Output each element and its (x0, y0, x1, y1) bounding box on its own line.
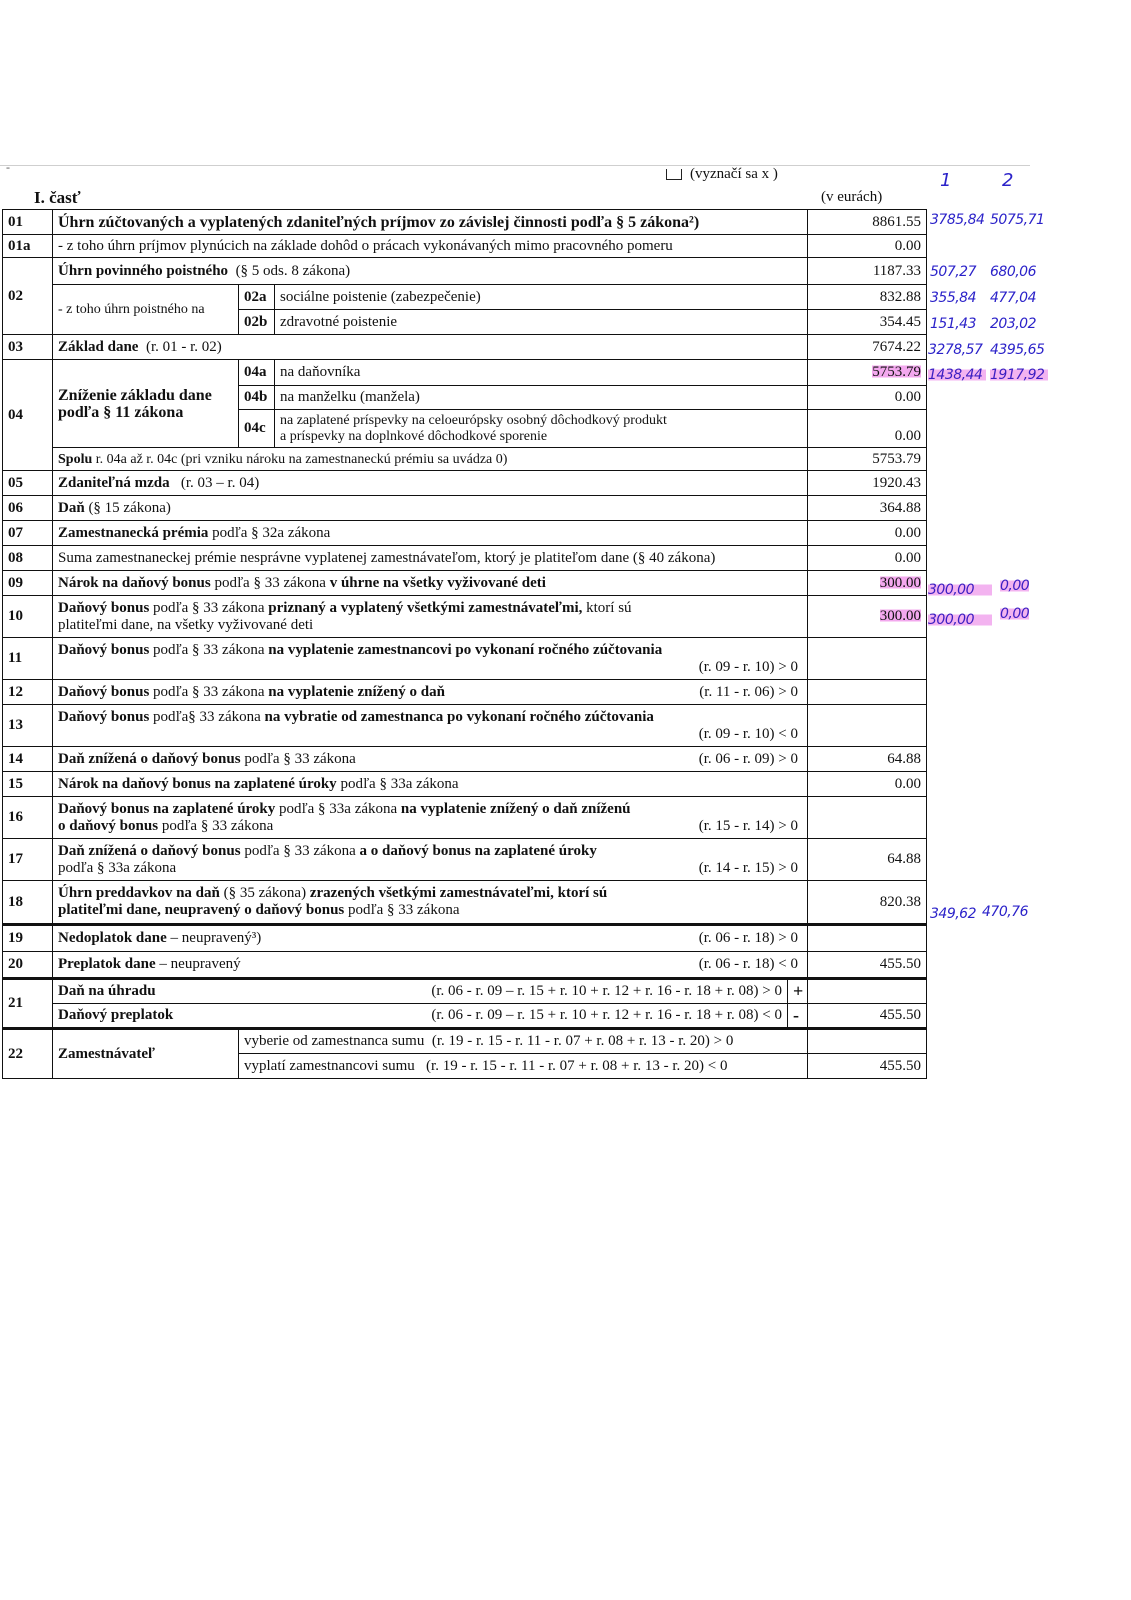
row-value[interactable]: 0.00 (808, 410, 927, 448)
sign-minus: - (788, 1004, 808, 1029)
row-label-bold: na vyplatenie znížený o daň (268, 683, 445, 700)
row-label (239, 1029, 808, 1054)
row-code: 04a (239, 360, 275, 386)
row-number: 08 (3, 546, 53, 571)
highlighted-value: 300.00 (879, 574, 922, 591)
part-title: I. časť (34, 188, 81, 207)
row-value[interactable] (808, 360, 927, 386)
row-label (53, 448, 808, 471)
sign-plus: + (788, 979, 808, 1004)
row-code: 04c (239, 410, 275, 448)
label-line: Zníženie základu dane (58, 386, 212, 404)
row-value[interactable]: 455.50 (808, 952, 927, 979)
handwritten-r01-col2: 5075,71 (990, 212, 1045, 228)
row-number: 09 (3, 571, 53, 596)
row-value[interactable]: 0.00 (808, 772, 927, 797)
row-number: 02 (3, 258, 53, 335)
row-formula: (r. 15 - r. 14) > 0 (698, 817, 799, 834)
row-label (53, 638, 808, 680)
currency-label: (v eurách) (821, 189, 883, 205)
row-label: sociálne poistenie (zabezpečenie) (275, 285, 808, 310)
row-label (53, 471, 808, 496)
handwritten-r02-col1: 507,27 (930, 264, 976, 280)
row-11 (3, 638, 927, 680)
row-formula: (r. 06 - r. 09 – r. 15 + r. 10 + r. 12 + r. 16 - r. 18 + r. 08) > 0 (431, 983, 782, 999)
row-label (53, 596, 808, 638)
label-line: na zaplatené príspevky na celoeurópsky osobný dôchodkový produkt (280, 412, 667, 428)
row-value[interactable] (808, 680, 927, 705)
row-label (53, 335, 808, 360)
row-label-rest: podľa § 33 zákona (348, 902, 460, 918)
row-label-rest: podľa § 33a zákona (58, 859, 177, 876)
handwritten-r03-col1: 3278,57 (928, 342, 983, 358)
row-03 (3, 335, 927, 360)
row-label-line2: platiteľmi dane, na všetky vyživované deti (58, 616, 314, 633)
row-label-rest: podľa § 33 zákona (161, 817, 274, 834)
row-label-rest: – neupravený (159, 956, 241, 972)
row-number: 17 (3, 839, 53, 881)
row-label-bold: Daňový preplatok (58, 1007, 174, 1023)
handwritten-r02b-col2: 203,02 (990, 316, 1036, 332)
row-value[interactable] (808, 571, 927, 596)
row-formula: (r. 06 - r. 18) > 0 (698, 930, 799, 946)
row-formula: (r. 09 - r. 10) > 0 (698, 658, 799, 675)
row-label-rest: vyberie od zamestnanca sumu (244, 1033, 425, 1049)
sub-label: - z toho úhrn poistného na (53, 285, 239, 335)
row-label-rest: podľa § 33 zákona (244, 750, 356, 767)
row-06 (3, 496, 927, 521)
handwritten-r04a-col1: 1438,44 (928, 367, 986, 383)
row-label-bold: Spolu (58, 451, 93, 467)
row-label-bold: Daňový bonus (58, 641, 150, 658)
row-label-rest: podľa § 33 zákona (153, 599, 265, 616)
row-label-bold: a o daňový bonus na zaplatené úroky (359, 842, 597, 859)
row-label-rest: podľa § 33 zákona (214, 574, 326, 591)
row-value[interactable] (808, 797, 927, 839)
row-number: 21 (3, 979, 53, 1029)
row-label-rest: (§ 5 ods. 8 zákona) (235, 262, 351, 279)
row-label-bold: Nedoplatok dane (58, 930, 167, 946)
row-label (53, 925, 808, 952)
row-label: - z toho úhrn príjmov plynúcich na základe dohôd o prácach vykonávaných mimo pracovného pomeru (53, 235, 808, 258)
highlighted-value: 5753.79 (872, 364, 922, 380)
row-label (53, 979, 788, 1004)
row-value[interactable]: 7674.22 (808, 335, 927, 360)
row-01a (3, 235, 927, 258)
row-label-rest: r. 04a až r. 04c (pri vzniku nároku na zamestnaneckú prémiu sa uvádza 0) (95, 451, 508, 467)
row-value[interactable]: 364.88 (808, 496, 927, 521)
row-value[interactable]: 455.50 (808, 1004, 927, 1029)
row-label-bold: na vyplatenie znížený o daň zníženú (400, 800, 631, 817)
highlighted-value: 300.00 (879, 608, 922, 624)
row-20 (3, 952, 927, 979)
row-22a (3, 1029, 927, 1054)
row-label-rest: podľa § 33 zákona (244, 842, 356, 859)
label-line: podľa § 11 zákona (58, 403, 184, 421)
row-label: zdravotné poistenie (275, 310, 808, 335)
mark-checkbox[interactable] (666, 169, 682, 180)
row-number: 10 (3, 596, 53, 638)
row-number: 13 (3, 705, 53, 747)
row-18 (3, 881, 927, 925)
row-value[interactable] (808, 925, 927, 952)
row-label-rest: podľa § 33a zákona (340, 775, 459, 792)
row-label-bold: Daňový bonus (58, 708, 150, 725)
row-value[interactable]: 0.00 (808, 235, 927, 258)
row-10 (3, 596, 927, 638)
row-15 (3, 772, 927, 797)
row-label-rest: podľa§ 33 zákona (153, 708, 261, 725)
label-line: a príspevky na doplnkové dôchodkové sporenie (280, 428, 548, 444)
row-label (53, 571, 808, 596)
row-value[interactable] (808, 596, 927, 638)
mark-checkbox-row (666, 166, 778, 183)
row-value[interactable]: 354.45 (808, 310, 927, 335)
row-label (53, 839, 808, 881)
row-label-bold: Nárok na daňový bonus na zaplatené úroky (58, 775, 337, 792)
row-02 (3, 258, 927, 285)
row-formula: (r. 11 - r. 06) > 0 (699, 683, 799, 700)
row-label (53, 772, 808, 797)
row-value[interactable]: 64.88 (808, 839, 927, 881)
row-label (239, 1054, 808, 1079)
row-label: na daňovníka (275, 360, 808, 386)
handwritten-r09-col2: 0,00 (1000, 578, 1030, 594)
row-formula: (r. 06 - r. 09 – r. 15 + r. 10 + r. 12 + r. 16 - r. 18 + r. 08) < 0 (431, 1007, 782, 1023)
row-code: 02a (239, 285, 275, 310)
row-label-bold: Daň (58, 499, 85, 516)
row-label-bold: na vyplatenie zamestnancovi po vykonaní ročného zúčtovania (268, 641, 663, 658)
row-value[interactable]: 832.88 (808, 285, 927, 310)
row-label (53, 496, 808, 521)
row-number: 11 (3, 638, 53, 680)
row-01 (3, 210, 927, 235)
row-label (53, 521, 808, 546)
row-label-bold: platiteľmi dane, neupravený o daňový bonus (58, 902, 345, 918)
row-code: 02b (239, 310, 275, 335)
row-number: 15 (3, 772, 53, 797)
handwritten-r18-col2: 470,76 (982, 904, 1028, 920)
row-21a (3, 979, 927, 1004)
row-label-rest: ktorí sú (586, 599, 632, 616)
row-value[interactable]: 820.38 (808, 881, 927, 925)
handwritten-r02a-col2: 477,04 (990, 290, 1036, 306)
row-13 (3, 705, 927, 747)
row-label-bold: Daňový bonus na zaplatené úroky (58, 800, 276, 817)
row-label: na manželku (manžela) (275, 386, 808, 410)
row-number: 19 (3, 925, 53, 952)
row-label-bold: o daňový bonus (58, 817, 159, 834)
row-label: Úhrn zúčtovaných a vyplatených zdaniteľných príjmov zo závislej činnosti podľa § 5 zákona²) (53, 210, 808, 235)
row-value[interactable]: 0.00 (808, 386, 927, 410)
top-rule (0, 165, 1030, 166)
row-label (275, 410, 808, 448)
row-07 (3, 521, 927, 546)
row-label (53, 1004, 788, 1029)
row-value[interactable]: 0.00 (808, 546, 927, 571)
row-label-rest: (r. 01 - r. 02) (145, 338, 222, 355)
row-formula: (r. 06 - r. 09) > 0 (698, 750, 799, 767)
employer-label: Zamestnávateľ (53, 1029, 239, 1079)
row-label-bold: priznaný a vyplatený všetkými zamestnávateľmi, (268, 599, 583, 616)
row-21b (3, 1004, 927, 1029)
row-number: 12 (3, 680, 53, 705)
row-formula: (r. 14 - r. 15) > 0 (698, 859, 799, 876)
handwritten-r02b-col1: 151,43 (930, 316, 976, 332)
row-value[interactable] (808, 638, 927, 680)
row-number: 01 (3, 210, 53, 235)
row-number: 04 (3, 360, 53, 471)
row-value[interactable]: 5753.79 (808, 448, 927, 471)
row-label-bold: Úhrn povinného poistného (58, 262, 229, 279)
row-label-rest: podľa § 33a zákona (279, 800, 398, 817)
row-label (53, 680, 808, 705)
row-label-rest: podľa § 33 zákona (153, 641, 265, 658)
row-label-bold: Nárok na daňový bonus (58, 574, 211, 591)
tax-settlement-table (2, 209, 927, 1079)
row-value[interactable] (808, 705, 927, 747)
row-label-bold: Daňový bonus (58, 599, 150, 616)
row-code: 04b (239, 386, 275, 410)
row-number: 20 (3, 952, 53, 979)
row-16 (3, 797, 927, 839)
handwritten-col1-header: 1 (940, 170, 951, 191)
row-label-bold: Preplatok dane (58, 956, 156, 972)
row-label-bold: Daň na úhradu (58, 983, 156, 999)
row-label-bold: zrazených všetkými zamestnávateľmi, ktorí sú (309, 885, 608, 901)
handwritten-r18-col1: 349,62 (930, 906, 976, 922)
row-label-bold: Zamestnanecká prémia (58, 524, 209, 541)
row-value[interactable] (808, 979, 927, 1004)
row-label-rest: vyplatí zamestnancovi sumu (244, 1057, 415, 1074)
row-label (53, 258, 808, 285)
row-08 (3, 546, 927, 571)
row-04-sum (3, 448, 927, 471)
row-09 (3, 571, 927, 596)
row-label-bold: Daň znížená o daňový bonus (58, 750, 241, 767)
row-value[interactable]: 455.50 (808, 1054, 927, 1079)
handwritten-r03-col2: 4395,65 (990, 342, 1045, 358)
row-number: 14 (3, 747, 53, 772)
row-label-bold: Daň znížená o daňový bonus (58, 842, 241, 859)
row-label: Suma zamestnaneckej prémie nesprávne vyplatenej zamestnávateľom, ktorý je platiteľom dane (§ 40 zákona) (53, 546, 808, 571)
row-label (53, 797, 808, 839)
handwritten-r10-col2: 0,00 (1000, 606, 1030, 622)
row-label-bold: na vybratie od zamestnanca po vykonaní ročného zúčtovania (264, 708, 654, 725)
row-label (53, 747, 808, 772)
handwritten-col2-header: 2 (1002, 170, 1013, 191)
row-number: 07 (3, 521, 53, 546)
row-label-rest: – neupravený³) (170, 930, 262, 946)
row-12 (3, 680, 927, 705)
row-value[interactable]: 1187.33 (808, 258, 927, 285)
row-value[interactable] (808, 1029, 927, 1054)
row-label-bold: Základ dane (58, 338, 139, 355)
row-label-rest: podľa § 32a zákona (212, 524, 331, 541)
row-formula: (r. 19 - r. 15 - r. 11 - r. 07 + r. 08 + r. 13 - r. 20) < 0 (426, 1057, 728, 1074)
row-label-rest: (§ 35 zákona) (223, 885, 307, 901)
row-02a (3, 285, 927, 310)
row-number: 16 (3, 797, 53, 839)
row-number: 06 (3, 496, 53, 521)
row-value[interactable]: 0.00 (808, 521, 927, 546)
row-label-bold: Daňový bonus (58, 683, 150, 700)
row-value[interactable]: 64.88 (808, 747, 927, 772)
row-number: 18 (3, 881, 53, 925)
row-14 (3, 747, 927, 772)
handwritten-r09-col1: 300,00 (928, 582, 992, 598)
row-05 (3, 471, 927, 496)
row-label-rest: (§ 15 zákona) (88, 499, 171, 516)
row-label-bold: v úhrne na všetky vyživované deti (329, 574, 546, 591)
row-label-rest: podľa § 33 zákona (153, 683, 265, 700)
row-number: 05 (3, 471, 53, 496)
scan-mark: - (6, 160, 10, 174)
row-19 (3, 925, 927, 952)
handwritten-r01-col1: 3785,84 (930, 212, 985, 228)
row-label-bold: Zdaniteľná mzda (58, 474, 170, 491)
handwritten-r10-col1: 300,00 (928, 612, 992, 628)
handwritten-r02-col2: 680,06 (990, 264, 1036, 280)
row-label (53, 952, 808, 979)
row-04a (3, 360, 927, 386)
row-label (53, 705, 808, 747)
row-17 (3, 839, 927, 881)
row-label-rest: (r. 03 – r. 04) (180, 474, 260, 491)
row-value[interactable]: 8861.55 (808, 210, 927, 235)
row-number: 22 (3, 1029, 53, 1079)
handwritten-r02a-col1: 355,84 (930, 290, 976, 306)
row-formula: (r. 19 - r. 15 - r. 11 - r. 07 + r. 08 + r. 13 - r. 20) > 0 (431, 1033, 734, 1049)
row-number: 01a (3, 235, 53, 258)
checkbox-label: (vyznačí sa x ) (690, 166, 778, 182)
row-label (53, 881, 808, 925)
row-formula: (r. 06 - r. 18) < 0 (698, 956, 799, 972)
row-label-bold: Úhrn preddavkov na daň (58, 885, 220, 901)
row-04-label (53, 360, 239, 448)
row-formula: (r. 09 - r. 10) < 0 (698, 725, 799, 742)
row-number: 03 (3, 335, 53, 360)
row-value[interactable]: 1920.43 (808, 471, 927, 496)
handwritten-r04a-col2: 1917,92 (990, 367, 1048, 383)
